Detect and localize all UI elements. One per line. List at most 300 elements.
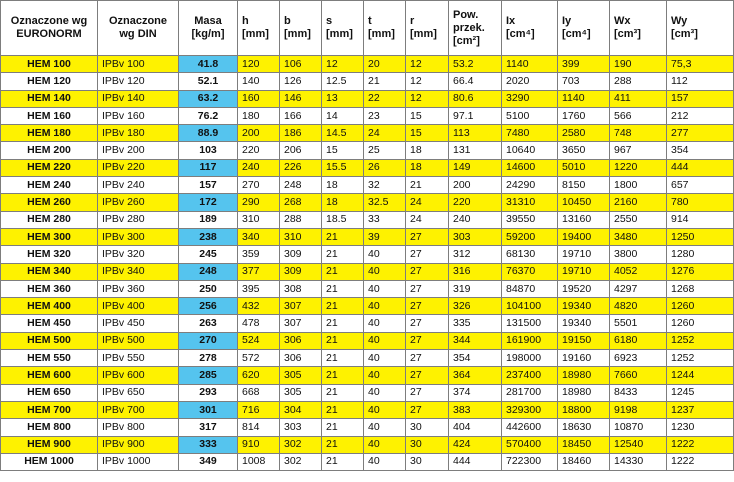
- euronorm-cell: HEM 300: [1, 228, 98, 245]
- header-line: [cm²]: [453, 34, 480, 47]
- euronorm-cell: HEM 200: [1, 142, 98, 159]
- header-line: [kg/m]: [191, 28, 225, 40]
- table-row: [1, 125, 734, 142]
- area-cell: 364: [449, 367, 502, 384]
- header-t: [364, 1, 406, 56]
- ix-cell: 84870: [502, 280, 558, 297]
- h-cell: 200: [238, 125, 280, 142]
- h-cell: 1008: [238, 453, 280, 470]
- r-cell: 27: [406, 332, 449, 349]
- b-cell: 302: [280, 436, 322, 453]
- h-cell: 359: [238, 246, 280, 263]
- b-cell: 307: [280, 298, 322, 315]
- din-cell: IPBv 140: [98, 90, 179, 107]
- h-cell: 432: [238, 298, 280, 315]
- ix-cell: 10640: [502, 142, 558, 159]
- wy-cell: 914: [667, 211, 734, 228]
- iy-cell: 19710: [558, 246, 610, 263]
- area-cell: 404: [449, 419, 502, 436]
- euronorm-cell: HEM 650: [1, 384, 98, 401]
- din-cell: IPBv 1000: [98, 453, 179, 470]
- header-line: Masa: [194, 15, 222, 27]
- header-line: r: [410, 15, 415, 27]
- t-cell: 40: [364, 332, 406, 349]
- iy-cell: 19710: [558, 263, 610, 280]
- area-cell: 240: [449, 211, 502, 228]
- iy-cell: 10450: [558, 194, 610, 211]
- h-cell: 814: [238, 419, 280, 436]
- r-cell: 21: [406, 177, 449, 194]
- s-cell: 21: [322, 384, 364, 401]
- area-cell: 97.1: [449, 107, 502, 124]
- wx-cell: 10870: [610, 419, 667, 436]
- mass-cell: 349: [179, 453, 238, 470]
- header-line: EURONORM: [16, 28, 82, 40]
- area-cell: 344: [449, 332, 502, 349]
- din-cell: IPBv 300: [98, 228, 179, 245]
- table-header: [1, 1, 734, 56]
- r-cell: 27: [406, 246, 449, 263]
- mass-cell: 157: [179, 177, 238, 194]
- wx-cell: 9198: [610, 401, 667, 418]
- wy-cell: 1276: [667, 263, 734, 280]
- t-cell: 33: [364, 211, 406, 228]
- din-cell: IPBv 280: [98, 211, 179, 228]
- table-row: [1, 350, 734, 367]
- r-cell: 27: [406, 350, 449, 367]
- s-cell: 15: [322, 142, 364, 159]
- header-mass: [179, 1, 238, 56]
- header-area: [449, 1, 502, 56]
- area-cell: 303: [449, 228, 502, 245]
- wx-cell: 7660: [610, 367, 667, 384]
- area-cell: 424: [449, 436, 502, 453]
- r-cell: 27: [406, 315, 449, 332]
- area-cell: 113: [449, 125, 502, 142]
- b-cell: 305: [280, 367, 322, 384]
- euronorm-cell: HEM 340: [1, 263, 98, 280]
- b-cell: 310: [280, 228, 322, 245]
- wx-cell: 566: [610, 107, 667, 124]
- t-cell: 21: [364, 73, 406, 90]
- h-cell: 340: [238, 228, 280, 245]
- ix-cell: 7480: [502, 125, 558, 142]
- table-row: [1, 142, 734, 159]
- mass-cell: 76.2: [179, 107, 238, 124]
- table-row: [1, 453, 734, 470]
- euronorm-cell: HEM 280: [1, 211, 98, 228]
- iy-cell: 399: [558, 56, 610, 73]
- wx-cell: 5501: [610, 315, 667, 332]
- euronorm-cell: HEM 100: [1, 56, 98, 73]
- euronorm-cell: HEM 180: [1, 125, 98, 142]
- table-row: [1, 177, 734, 194]
- t-cell: 32.5: [364, 194, 406, 211]
- header-line: wg DIN: [119, 28, 157, 40]
- euronorm-cell: HEM 600: [1, 367, 98, 384]
- b-cell: 308: [280, 280, 322, 297]
- header-line: t: [368, 15, 372, 27]
- iy-cell: 19340: [558, 315, 610, 332]
- h-cell: 180: [238, 107, 280, 124]
- ix-cell: 68130: [502, 246, 558, 263]
- s-cell: 21: [322, 453, 364, 470]
- header-line: Ix: [506, 15, 516, 27]
- wy-cell: 1252: [667, 350, 734, 367]
- din-cell: IPBv 900: [98, 436, 179, 453]
- mass-cell: 333: [179, 436, 238, 453]
- wx-cell: 967: [610, 142, 667, 159]
- table-row: [1, 211, 734, 228]
- wx-cell: 190: [610, 56, 667, 73]
- ix-cell: 161900: [502, 332, 558, 349]
- area-cell: 131: [449, 142, 502, 159]
- iy-cell: 19400: [558, 228, 610, 245]
- r-cell: 27: [406, 228, 449, 245]
- s-cell: 13: [322, 90, 364, 107]
- euronorm-cell: HEM 550: [1, 350, 98, 367]
- ix-cell: 5100: [502, 107, 558, 124]
- r-cell: 30: [406, 436, 449, 453]
- b-cell: 206: [280, 142, 322, 159]
- wx-cell: 4820: [610, 298, 667, 315]
- din-cell: IPBv 100: [98, 56, 179, 73]
- iy-cell: 1760: [558, 107, 610, 124]
- header-row: [1, 1, 734, 56]
- h-cell: 377: [238, 263, 280, 280]
- wx-cell: 4297: [610, 280, 667, 297]
- ix-cell: 329300: [502, 401, 558, 418]
- area-cell: 319: [449, 280, 502, 297]
- area-cell: 53.2: [449, 56, 502, 73]
- r-cell: 27: [406, 401, 449, 418]
- wy-cell: 444: [667, 159, 734, 176]
- mass-cell: 278: [179, 350, 238, 367]
- din-cell: IPBv 450: [98, 315, 179, 332]
- iy-cell: 3650: [558, 142, 610, 159]
- t-cell: 40: [364, 401, 406, 418]
- area-cell: 383: [449, 401, 502, 418]
- mass-cell: 63.2: [179, 90, 238, 107]
- area-cell: 312: [449, 246, 502, 263]
- b-cell: 126: [280, 73, 322, 90]
- ix-cell: 237400: [502, 367, 558, 384]
- header-line: [mm]: [284, 28, 311, 40]
- euronorm-cell: HEM 700: [1, 401, 98, 418]
- wy-cell: 1230: [667, 419, 734, 436]
- ix-cell: 2020: [502, 73, 558, 90]
- s-cell: 21: [322, 401, 364, 418]
- r-cell: 18: [406, 142, 449, 159]
- area-cell: 149: [449, 159, 502, 176]
- r-cell: 12: [406, 56, 449, 73]
- ix-cell: 3290: [502, 90, 558, 107]
- header-line: s: [326, 15, 333, 27]
- table-row: [1, 107, 734, 124]
- r-cell: 27: [406, 280, 449, 297]
- t-cell: 40: [364, 298, 406, 315]
- wy-cell: 1268: [667, 280, 734, 297]
- euronorm-cell: HEM 500: [1, 332, 98, 349]
- area-cell: 200: [449, 177, 502, 194]
- iy-cell: 19150: [558, 332, 610, 349]
- header-line: Oznaczone: [108, 15, 168, 27]
- table-row: [1, 159, 734, 176]
- din-cell: IPBv 800: [98, 419, 179, 436]
- wx-cell: 288: [610, 73, 667, 90]
- table-row: [1, 436, 734, 453]
- header-line: Wx: [614, 15, 631, 27]
- mass-cell: 88.9: [179, 125, 238, 142]
- b-cell: 186: [280, 125, 322, 142]
- b-cell: 106: [280, 56, 322, 73]
- mass-cell: 248: [179, 263, 238, 280]
- h-cell: 310: [238, 211, 280, 228]
- wx-cell: 6923: [610, 350, 667, 367]
- iy-cell: 18450: [558, 436, 610, 453]
- r-cell: 12: [406, 90, 449, 107]
- header-ix: [502, 1, 558, 56]
- wy-cell: 75,3: [667, 56, 734, 73]
- header-line: b: [284, 15, 291, 27]
- wy-cell: 277: [667, 125, 734, 142]
- s-cell: 21: [322, 315, 364, 332]
- iy-cell: 19160: [558, 350, 610, 367]
- b-cell: 146: [280, 90, 322, 107]
- h-cell: 220: [238, 142, 280, 159]
- wx-cell: 2550: [610, 211, 667, 228]
- h-cell: 240: [238, 159, 280, 176]
- ix-cell: 131500: [502, 315, 558, 332]
- ix-cell: 31310: [502, 194, 558, 211]
- iy-cell: 18630: [558, 419, 610, 436]
- t-cell: 32: [364, 177, 406, 194]
- s-cell: 21: [322, 298, 364, 315]
- b-cell: 303: [280, 419, 322, 436]
- wx-cell: 14330: [610, 453, 667, 470]
- iy-cell: 8150: [558, 177, 610, 194]
- s-cell: 12.5: [322, 73, 364, 90]
- wy-cell: 157: [667, 90, 734, 107]
- wy-cell: 1237: [667, 401, 734, 418]
- b-cell: 248: [280, 177, 322, 194]
- mass-cell: 172: [179, 194, 238, 211]
- header-iy: [558, 1, 610, 56]
- h-cell: 160: [238, 90, 280, 107]
- r-cell: 30: [406, 419, 449, 436]
- mass-cell: 256: [179, 298, 238, 315]
- s-cell: 21: [322, 263, 364, 280]
- euronorm-cell: HEM 260: [1, 194, 98, 211]
- wy-cell: 1260: [667, 298, 734, 315]
- iy-cell: 18980: [558, 384, 610, 401]
- h-cell: 910: [238, 436, 280, 453]
- header-line: [cm³]: [671, 28, 698, 40]
- iy-cell: 18800: [558, 401, 610, 418]
- ix-cell: 14600: [502, 159, 558, 176]
- table-row: [1, 367, 734, 384]
- s-cell: 18: [322, 177, 364, 194]
- s-cell: 12: [322, 56, 364, 73]
- wy-cell: 1245: [667, 384, 734, 401]
- wx-cell: 748: [610, 125, 667, 142]
- h-cell: 524: [238, 332, 280, 349]
- wx-cell: 6180: [610, 332, 667, 349]
- h-cell: 478: [238, 315, 280, 332]
- din-cell: IPBv 500: [98, 332, 179, 349]
- header-line: Iy: [562, 15, 572, 27]
- area-cell: 66.4: [449, 73, 502, 90]
- mass-cell: 117: [179, 159, 238, 176]
- b-cell: 307: [280, 315, 322, 332]
- din-cell: IPBv 240: [98, 177, 179, 194]
- din-cell: IPBv 120: [98, 73, 179, 90]
- t-cell: 40: [364, 350, 406, 367]
- header-din: [98, 1, 179, 56]
- table-row: [1, 56, 734, 73]
- header-line: [cm⁴]: [506, 28, 535, 40]
- ix-cell: 442600: [502, 419, 558, 436]
- s-cell: 14.5: [322, 125, 364, 142]
- b-cell: 306: [280, 350, 322, 367]
- din-cell: IPBv 160: [98, 107, 179, 124]
- header-line: [mm]: [326, 28, 353, 40]
- euronorm-cell: HEM 220: [1, 159, 98, 176]
- area-cell: 220: [449, 194, 502, 211]
- t-cell: 40: [364, 419, 406, 436]
- wy-cell: 212: [667, 107, 734, 124]
- wy-cell: 112: [667, 73, 734, 90]
- wx-cell: 1220: [610, 159, 667, 176]
- area-cell: 326: [449, 298, 502, 315]
- mass-cell: 245: [179, 246, 238, 263]
- header-r: [406, 1, 449, 56]
- header-line: Oznaczone wg: [10, 15, 88, 27]
- t-cell: 22: [364, 90, 406, 107]
- r-cell: 27: [406, 298, 449, 315]
- table-row: [1, 90, 734, 107]
- din-cell: IPBv 600: [98, 367, 179, 384]
- table-row: [1, 298, 734, 315]
- t-cell: 40: [364, 367, 406, 384]
- h-cell: 140: [238, 73, 280, 90]
- h-cell: 572: [238, 350, 280, 367]
- b-cell: 305: [280, 384, 322, 401]
- mass-cell: 189: [179, 211, 238, 228]
- wx-cell: 3800: [610, 246, 667, 263]
- r-cell: 18: [406, 159, 449, 176]
- din-cell: IPBv 180: [98, 125, 179, 142]
- h-cell: 716: [238, 401, 280, 418]
- table-row: [1, 73, 734, 90]
- wy-cell: 657: [667, 177, 734, 194]
- euronorm-cell: HEM 140: [1, 90, 98, 107]
- wy-cell: 1244: [667, 367, 734, 384]
- iy-cell: 1140: [558, 90, 610, 107]
- r-cell: 30: [406, 453, 449, 470]
- euronorm-cell: HEM 400: [1, 298, 98, 315]
- header-line: przek.: [453, 21, 485, 34]
- wy-cell: 1250: [667, 228, 734, 245]
- header-h: [238, 1, 280, 56]
- t-cell: 40: [364, 280, 406, 297]
- b-cell: 306: [280, 332, 322, 349]
- s-cell: 14: [322, 107, 364, 124]
- ix-cell: 76370: [502, 263, 558, 280]
- b-cell: 268: [280, 194, 322, 211]
- header-s: [322, 1, 364, 56]
- wx-cell: 2160: [610, 194, 667, 211]
- s-cell: 15.5: [322, 159, 364, 176]
- t-cell: 39: [364, 228, 406, 245]
- mass-cell: 285: [179, 367, 238, 384]
- din-cell: IPBv 260: [98, 194, 179, 211]
- s-cell: 21: [322, 228, 364, 245]
- s-cell: 21: [322, 419, 364, 436]
- ix-cell: 104100: [502, 298, 558, 315]
- din-cell: IPBv 340: [98, 263, 179, 280]
- s-cell: 21: [322, 350, 364, 367]
- b-cell: 288: [280, 211, 322, 228]
- s-cell: 21: [322, 280, 364, 297]
- din-cell: IPBv 550: [98, 350, 179, 367]
- r-cell: 27: [406, 367, 449, 384]
- wx-cell: 1800: [610, 177, 667, 194]
- mass-cell: 41.8: [179, 56, 238, 73]
- ix-cell: 722300: [502, 453, 558, 470]
- mass-cell: 52.1: [179, 73, 238, 90]
- table-row: [1, 384, 734, 401]
- header-b: [280, 1, 322, 56]
- r-cell: 15: [406, 125, 449, 142]
- wy-cell: 1260: [667, 315, 734, 332]
- b-cell: 226: [280, 159, 322, 176]
- din-cell: IPBv 360: [98, 280, 179, 297]
- ix-cell: 39550: [502, 211, 558, 228]
- wy-cell: 1252: [667, 332, 734, 349]
- euronorm-cell: HEM 900: [1, 436, 98, 453]
- wy-cell: 1280: [667, 246, 734, 263]
- r-cell: 15: [406, 107, 449, 124]
- euronorm-cell: HEM 160: [1, 107, 98, 124]
- h-cell: 668: [238, 384, 280, 401]
- wx-cell: 8433: [610, 384, 667, 401]
- t-cell: 24: [364, 125, 406, 142]
- area-cell: 80.6: [449, 90, 502, 107]
- r-cell: 24: [406, 194, 449, 211]
- iy-cell: 2580: [558, 125, 610, 142]
- table-body: [1, 56, 734, 471]
- wy-cell: 1222: [667, 436, 734, 453]
- mass-cell: 250: [179, 280, 238, 297]
- table-row: [1, 401, 734, 418]
- r-cell: 12: [406, 73, 449, 90]
- h-cell: 270: [238, 177, 280, 194]
- area-cell: 354: [449, 350, 502, 367]
- h-cell: 120: [238, 56, 280, 73]
- t-cell: 25: [364, 142, 406, 159]
- iy-cell: 18980: [558, 367, 610, 384]
- din-cell: IPBv 220: [98, 159, 179, 176]
- header-line: h: [242, 15, 249, 27]
- area-cell: 316: [449, 263, 502, 280]
- t-cell: 40: [364, 263, 406, 280]
- t-cell: 20: [364, 56, 406, 73]
- header-line: [cm³]: [614, 28, 641, 40]
- iy-cell: 703: [558, 73, 610, 90]
- t-cell: 40: [364, 436, 406, 453]
- mass-cell: 238: [179, 228, 238, 245]
